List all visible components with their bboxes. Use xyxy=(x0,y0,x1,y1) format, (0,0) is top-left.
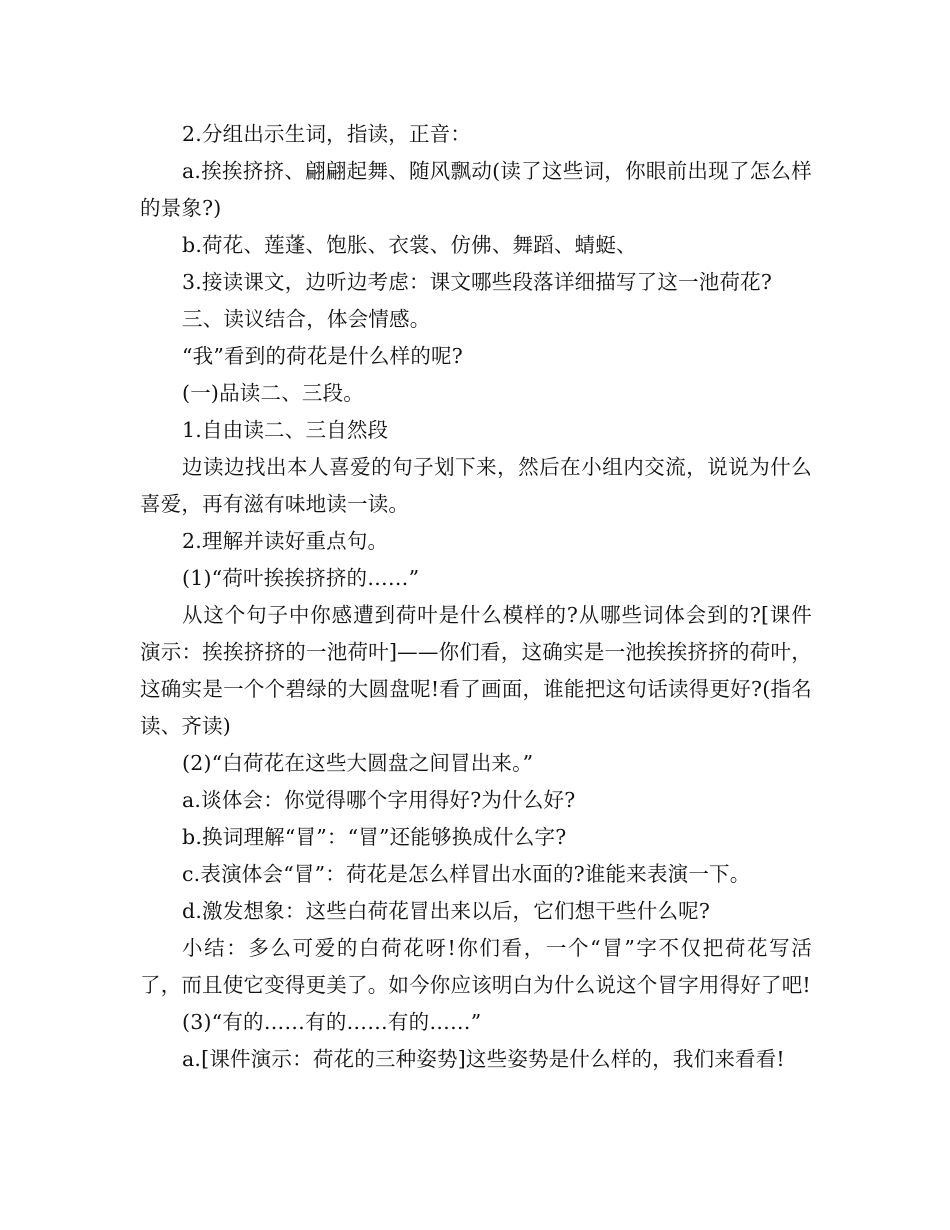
paragraph-item-d: d.激发想象：这些白荷花冒出来以后，它们想干些什么呢? xyxy=(182,899,711,923)
paragraph-free-read: 1.自由读二、三自然段 xyxy=(182,418,389,442)
paragraph-item-a: a.谈体会：你觉得哪个字用得好?为什么好? xyxy=(182,788,576,812)
paragraph-step3: 3.接读课文，边听边考虑：课文哪些段落详细描写了这一池荷花? xyxy=(182,270,773,294)
paragraph-key-sentences: 2.理解并读好重点句。 xyxy=(182,529,389,553)
section-heading-three: 三、读议结合，体会情感。 xyxy=(182,307,431,331)
paragraph-postures: a.[课件演示：荷花的三种姿势]这些姿势是什么样的，我们来看看! xyxy=(182,1047,785,1071)
paragraph-sentence-1: (1)“荷叶挨挨挤挤的……” xyxy=(182,566,420,590)
paragraph-step2: 2.分组出示生词，指读，正音： xyxy=(182,122,472,146)
document-page xyxy=(140,116,812,1078)
paragraph-item-b: b.换词理解“冒”：“冒”还能够换成什么字? xyxy=(182,825,567,849)
paragraph-sentence-2: (2)“白荷花在这些大圆盘之间冒出来。” xyxy=(182,751,534,775)
subsection-heading-one: (一)品读二、三段。 xyxy=(182,381,364,405)
paragraph-words-b: b.荷花、莲蓬、饱胀、衣裳、仿佛、舞蹈、蜻蜓、 xyxy=(182,233,637,257)
paragraph-words-a: a.挨挨挤挤、翩翩起舞、随风飘动(读了这些词，你眼前出现了怎么样的景象?) xyxy=(140,159,812,220)
paragraph-sentence-3: (3)“有的……有的……有的……” xyxy=(182,1010,482,1034)
paragraph-item-c: c.表演体会“冒”：荷花是怎么样冒出水面的?谁能来表演一下。 xyxy=(182,862,751,886)
paragraph-find-sentences: 边读边找出本人喜爱的句子划下来，然后在小组内交流，说说为什么喜爱，再有滋有味地读一读。 xyxy=(140,455,812,516)
paragraph-summary: 小结：多么可爱的白荷花呀!你们看，一个“冒”字不仅把荷花写活了，而且使它变得更美了。如今你应该明白为什么说这个冒字用得好了吧! xyxy=(140,936,812,997)
paragraph-lotus-leaves: 从这个句子中你感遭到荷叶是什么模样的?从哪些词体会到的?[课件演示：挨挨挤挤的一池荷叶]——你们看，这确实是一池挨挨挤挤的荷叶，这确实是一个个碧绿的大圆盘呢!看了画面，谁能把这句话读得更好?(指名读、齐读) xyxy=(140,603,812,738)
paragraph-question: “我”看到的荷花是什么样的呢? xyxy=(182,344,463,368)
